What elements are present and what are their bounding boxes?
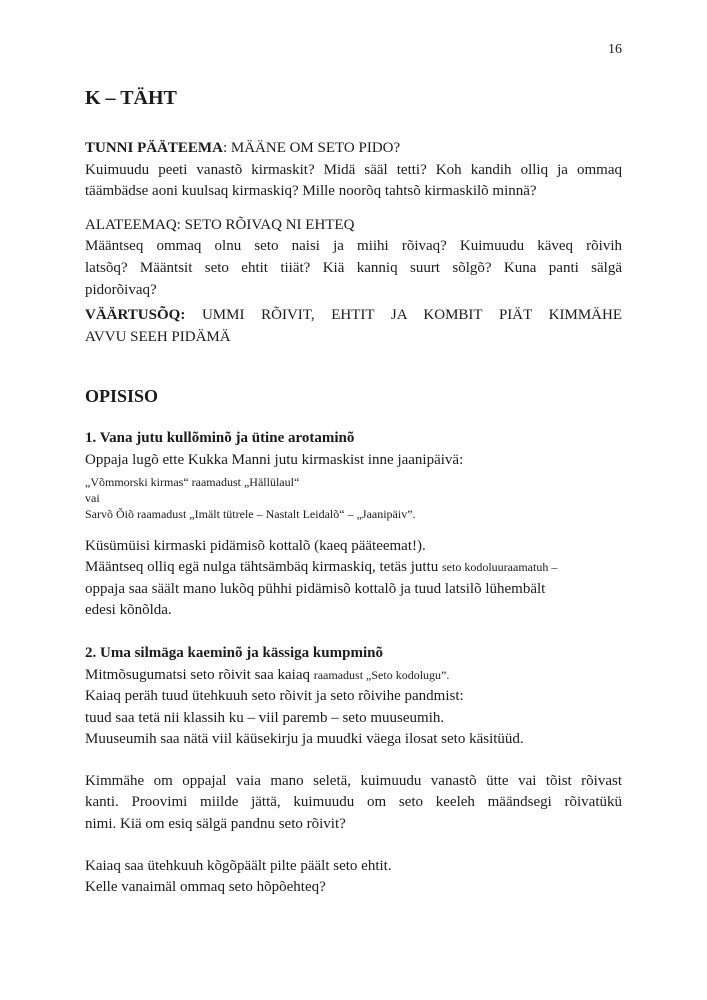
activity-1-paragraph xyxy=(85,536,622,622)
activity-2-text-line: Kimmähe om oppajal vaia mano seletä, kuimuudu vanastõ ütte vai tõist rõivast xyxy=(85,772,622,789)
activity-1-text-line: Küsümüisi kirmaski pidämisõ kottalõ (kaeq pääteemat!). xyxy=(85,537,426,554)
activity-1-intro: Oppaja lugõ ette Kukka Manni jutu kirmaskist inne jaanipäivä: xyxy=(85,451,464,468)
activity-1-section xyxy=(85,428,622,622)
activity-2-paragraph xyxy=(85,771,622,836)
lesson-theme-heading xyxy=(85,138,622,160)
activity-2-text-line: Kelle vanaimäl ommaq seto hõpõehteq? xyxy=(85,879,326,896)
activity-1-text-line: edesi kõnõlda. xyxy=(85,602,172,619)
activity-1-text-line xyxy=(85,557,622,579)
activity-1-text-line: oppaja saa säält mano lukõq pühhi pidämisõ kottalõ ja tuud latsilõ lühembält xyxy=(85,580,546,597)
values-section xyxy=(85,305,622,348)
lesson-theme-question: : MÄÄNE OM SETO PIDO? xyxy=(222,140,401,156)
activity-2-text-line: nimi. Kiä om esiq sälgä pandnu seto rõivit? xyxy=(85,816,346,833)
content-heading: OPISISO xyxy=(85,386,159,407)
activity-2-text-line: kanti. Proovimi miilde jättä, kuimuudu om seto keeleh määndsegi rõivatükü xyxy=(85,794,622,811)
lesson-theme-text-line: Kuimuudu peeti vanastõ kirmaskit? Midä sääl tetti? Koh kandih olliq ja ommaq xyxy=(85,161,622,178)
activity-2-text-smallnote: raamadust „Seto kodolugu”. xyxy=(313,667,450,682)
activity-2-text-line xyxy=(85,665,622,687)
activity-2-text-line: tuud saa tetä nii klassih ku – viil paremb – seto muuseumih. xyxy=(85,709,445,726)
lesson-theme-section xyxy=(85,138,622,203)
subtheme-text-line: Määntseq ommaq olnu seto naisi ja miihi rõivaq? Kuimuudu käveq rõivih xyxy=(85,238,622,255)
page-number: 16 xyxy=(608,42,622,57)
subtheme-heading: ALATEEMAQ: SETO RÕIVAQ NI EHTEQ xyxy=(85,216,355,233)
values-label: VÄÄRTUSÕQ: xyxy=(85,307,186,324)
values-line xyxy=(85,305,622,327)
activity-2-section xyxy=(85,643,622,899)
source-line: Sarvõ Õiõ raamadust „Imält tütrele – Nastalt Leidalõ“ – „Jaanipäiv”. xyxy=(85,506,416,521)
source-line: vai xyxy=(85,490,100,505)
activity-2-text-main: Mitmõsugumatsi seto rõivit saa kaiaq xyxy=(85,666,314,683)
activity-2-text-line: Kaiaq saa ütehkuuh kõgõpäält pilte päält seto ehtit. xyxy=(85,857,392,874)
subtheme-text-line: pidorõivaq? xyxy=(85,281,157,298)
subtheme-text-line: latsõq? Määntsit seto ehtit tiiät? Kiä kanniq suurt sõlgõ? Kuna panti sälgä xyxy=(85,259,622,276)
activity-2-text-line: Muuseumih saa nätä viil käüsekirju ja muudki väega ilosat seto käsitüüd. xyxy=(85,731,524,748)
activity-2-paragraph xyxy=(85,856,622,899)
activity-1-heading: 1. Vana jutu kullõminõ ja ütine arotaminõ xyxy=(85,430,355,447)
activity-1-text-smallnote: seto kodoluuraamatuh – xyxy=(442,560,558,575)
activity-2-heading: 2. Uma silmäga kaeminõ ja kässiga kumpminõ xyxy=(85,644,383,661)
activity-1-text-main: Määntseq olliq egä nulga tähtsämbäq kirmaskiq, tetäs juttu xyxy=(85,559,443,576)
source-line: „Võmmorski kirmas“ raamadust „Hällülaul“ xyxy=(85,474,300,489)
values-text: UMMI RÕIVIT, EHTIT JA KOMBIT PIÄT KIMMÄHE xyxy=(185,307,622,324)
page-title: K – TÄHT xyxy=(85,87,177,109)
lesson-theme-label: TUNNI PÄÄTEEMA xyxy=(85,140,223,156)
activity-1-sources xyxy=(85,474,622,522)
values-line: AVVU SEEH PIDÄMÄ xyxy=(85,328,231,345)
subtheme-section xyxy=(85,215,622,301)
lesson-theme-text-line: täämbädse aoni kuulsaq kirmaskiq? Mille noorõq tahtsõ kirmaskilõ minnä? xyxy=(85,183,537,200)
activity-2-text-line: Kaiaq peräh tuud ütehkuuh seto rõivit ja seto rõivihe pandmist: xyxy=(85,688,464,705)
